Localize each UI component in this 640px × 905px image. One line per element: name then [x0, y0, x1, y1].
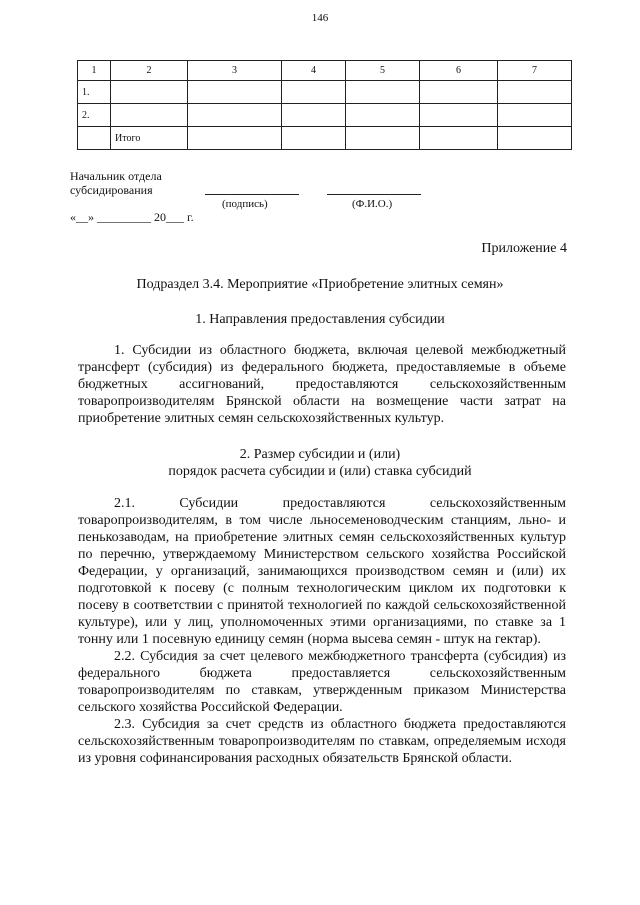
table-row — [78, 81, 572, 104]
total-label: Итого — [111, 127, 188, 150]
section1-body — [78, 342, 566, 427]
signature-line — [205, 194, 299, 195]
paragraph-2-3: 2.3. Субсидия за счет средств из областного бюджета предоставляются сельскохозяйственным товаропроизводителям по ставкам, определяемым исходя из уровня софинансирования расходных обязательств Брянской области. — [78, 717, 566, 766]
report-table — [77, 60, 572, 150]
subsection-title: Подраздел 3.4. Мероприятие «Приобретение элитных семян» — [136, 277, 504, 292]
table-row — [78, 104, 572, 127]
table-cell — [78, 127, 111, 150]
page-number: 146 — [311, 12, 329, 24]
table-cell — [420, 81, 498, 104]
section2-body — [78, 495, 566, 767]
table-total-row — [78, 127, 572, 150]
table-cell — [498, 127, 572, 150]
table-header-row — [78, 61, 572, 81]
section1-paragraph: 1. Субсидии из областного бюджета, включая целевой межбюджетный трансферт (субсидия) из федерального бюджета, предоставляемые в объеме бюджетных ассигнований, предоставляются сельскохозяйственным товаропроизводителям Брянской области на возмещение части затрат на приобретение элитных семян сельскохозяйственных культур. — [78, 343, 566, 426]
table-cell — [346, 127, 420, 150]
table-cell — [188, 127, 282, 150]
table-cell — [498, 104, 572, 127]
date-line: «__» _________ 20___ г. — [70, 210, 194, 224]
signature-title-line2: субсидирования — [70, 183, 153, 197]
table-cell: 2. — [78, 104, 111, 127]
header-cell: 5 — [346, 61, 420, 81]
table-cell — [188, 104, 282, 127]
signature-caption: (подпись) — [222, 198, 268, 210]
table-cell — [420, 127, 498, 150]
section1-title: 1. Направления предоставления субсидии — [195, 312, 445, 327]
paragraph-2-2: 2.2. Субсидия за счет целевого межбюджетного трансферта (субсидия) из федерального бюджета предоставляется сельскохозяйственным товаропроизводителям по ставкам, утвержденным приказом Министерства сельского хозяйства Российской Федерации. — [78, 649, 566, 715]
table-cell — [188, 81, 282, 104]
header-cell: 1 — [78, 61, 111, 81]
section2-title-line2: порядок расчета субсидии и (или) ставка субсидий — [168, 464, 472, 479]
header-cell: 6 — [420, 61, 498, 81]
header-cell: 4 — [282, 61, 346, 81]
table-cell — [111, 81, 188, 104]
header-cell: 7 — [498, 61, 572, 81]
table-cell — [346, 81, 420, 104]
table-cell — [346, 104, 420, 127]
signature-title — [70, 169, 162, 197]
section2-title — [0, 446, 640, 480]
paragraph-2-1: 2.1. Субсидии предоставляются сельскохозяйственным товаропроизводителям, в том числе льносеменоводческим станциям, льно- и пенькозаводам, на приобретение элитных семян сельскохозяйственных культур по перечню, утверждаемому Министерством сельского хозяйства Российской Федерации, у организаций, занимающихся производством семян и (или) их подготовкой к посеву (с полным технологическим циклом их подготовки к посеву в соответствии с принятой технологией по каждой сельскохозяйственной культуре), или у лиц, уполномоченных этими организациями, по ставке за 1 тонну или 1 посевную единицу семян (норма высева семян - штук на гектар). — [78, 496, 566, 647]
name-caption: (Ф.И.О.) — [352, 198, 393, 210]
header-cell: 2 — [111, 61, 188, 81]
table-cell — [282, 81, 346, 104]
table-cell — [498, 81, 572, 104]
appendix-label: Приложение 4 — [481, 241, 567, 256]
section2-title-line1: 2. Размер субсидии и (или) — [239, 447, 401, 462]
table-cell — [282, 104, 346, 127]
table-cell — [111, 104, 188, 127]
table-cell — [420, 104, 498, 127]
signature-title-line1: Начальник отдела — [70, 169, 162, 183]
header-cell: 3 — [188, 61, 282, 81]
table-cell: 1. — [78, 81, 111, 104]
name-line — [327, 194, 421, 195]
table-cell — [282, 127, 346, 150]
